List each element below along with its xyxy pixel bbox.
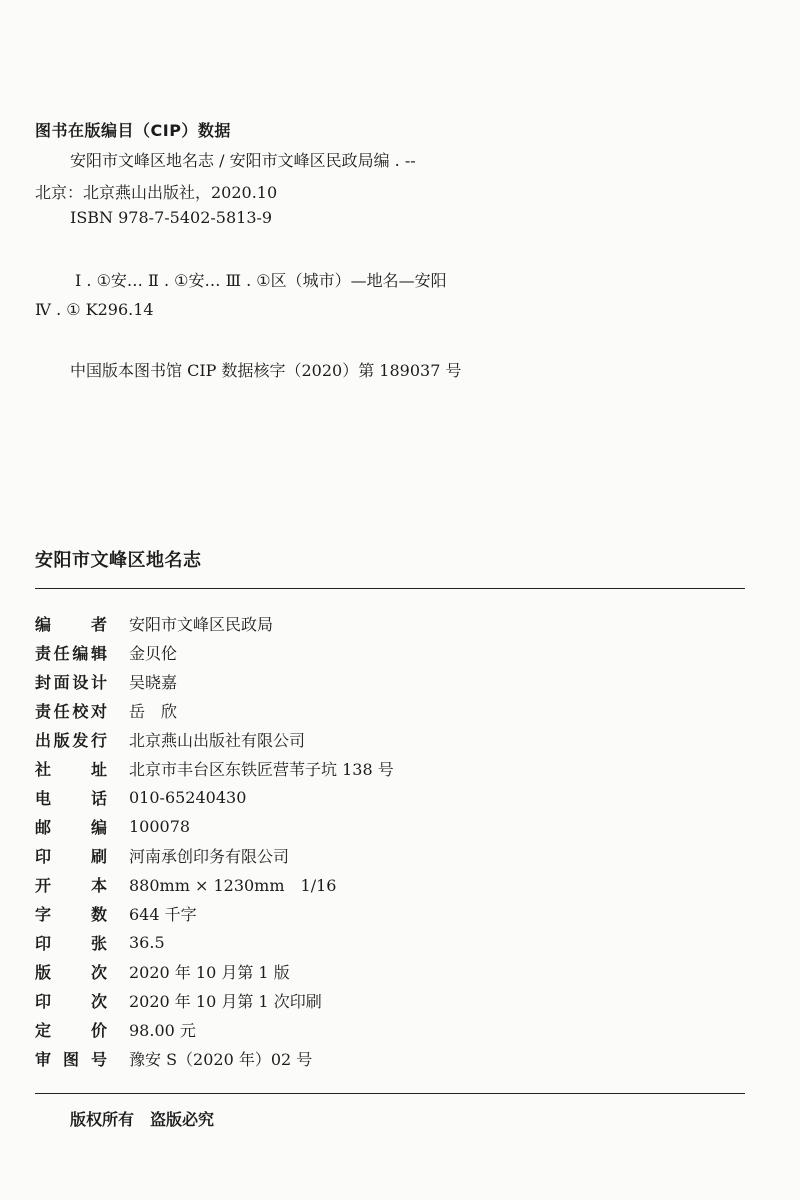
info-label-char: 审 [35,1050,52,1069]
info-value: 岳 欣 [129,702,178,721]
info-label [35,931,107,954]
info-row [35,870,735,899]
info-row [35,957,735,986]
cip-line-subjects: Ⅰ . ①安… Ⅱ . ①安… Ⅲ . ①区（城市）—地名—安阳 [75,271,447,290]
info-label-char: 封 [35,673,52,692]
info-value: 北京市丰台区东铁匠营苇子坑 138 号 [129,760,394,779]
info-row [35,696,735,725]
info-label-char: 印 [35,934,52,953]
info-label-char: 编 [90,818,107,837]
copyright-notice: 版权所有 盗版必究 [70,1110,215,1129]
cip-line-classification: Ⅳ . ① K296.14 [35,300,154,319]
info-label [35,1047,107,1070]
info-label-char: 任 [53,702,70,721]
info-row [35,841,735,870]
info-value: 2020 年 10 月第 1 次印刷 [129,992,322,1011]
divider-top [35,588,745,589]
cip-line-record-number: 中国版本图书馆 CIP 数据核字（2020）第 189037 号 [70,361,462,380]
info-label-char: 者 [90,615,107,634]
info-label-char: 面 [53,673,70,692]
info-label-char: 出 [35,731,52,750]
info-value: 金贝伦 [129,644,178,663]
info-row [35,609,735,638]
info-label [35,1018,107,1041]
info-value: 010-65240430 [129,788,247,807]
info-value: 644 千字 [129,905,197,924]
info-value: 98.00 元 [129,1021,196,1040]
info-row [35,754,735,783]
info-label-char: 社 [35,760,52,779]
cip-line-isbn: ISBN 978-7-5402-5813-9 [70,208,273,227]
info-label-char: 任 [53,644,70,663]
info-row [35,986,735,1015]
info-row [35,812,735,841]
info-label-char: 字 [35,905,52,924]
info-label-char: 价 [90,1021,107,1040]
cip-heading: 图书在版编目（CIP）数据 [35,121,231,140]
book-title: 安阳市文峰区地名志 [35,550,202,571]
publication-info-table [35,609,735,1073]
info-label-char: 刷 [90,847,107,866]
info-label-char: 话 [90,789,107,808]
info-label-char: 次 [90,963,107,982]
info-label-char: 开 [35,876,52,895]
info-row [35,928,735,957]
info-label-char: 张 [90,934,107,953]
info-label [35,757,107,780]
info-label-char: 邮 [35,818,52,837]
info-label-char: 设 [72,673,89,692]
info-row [35,667,735,696]
info-row [35,899,735,928]
info-label [35,786,107,809]
info-label-char: 行 [90,731,107,750]
divider-bottom [35,1093,745,1094]
info-label-char: 址 [90,760,107,779]
info-label-char: 校 [72,702,89,721]
info-label [35,902,107,925]
info-label-char: 印 [35,992,52,1011]
info-row [35,725,735,754]
info-label-char: 责 [35,644,52,663]
info-label-char: 版 [53,731,70,750]
info-label [35,873,107,896]
info-value: 100078 [129,817,191,836]
info-label-char: 印 [35,847,52,866]
info-value: 880mm × 1230mm 1/16 [129,876,337,895]
info-label-char: 次 [90,992,107,1011]
info-label-char: 版 [35,963,52,982]
info-row [35,1044,735,1073]
info-row [35,1015,735,1044]
info-row [35,638,735,667]
info-label [35,728,107,751]
info-label-char: 号 [90,1050,107,1069]
info-label [35,612,107,635]
info-label [35,699,107,722]
info-label [35,989,107,1012]
info-label-char: 数 [90,905,107,924]
info-label-char: 编 [72,644,89,663]
info-label-char: 发 [72,731,89,750]
info-value: 36.5 [129,933,165,952]
info-value: 北京燕山出版社有限公司 [129,731,306,750]
info-value: 吴晓嘉 [129,673,178,692]
info-value: 2020 年 10 月第 1 版 [129,963,290,982]
info-label-char: 对 [90,702,107,721]
info-value: 安阳市文峰区民政局 [129,615,274,634]
info-label-char: 辑 [90,644,107,663]
info-label-char: 责 [35,702,52,721]
info-label [35,960,107,983]
info-label-char: 编 [35,615,52,634]
cip-line-publisher: 北京：北京燕山出版社，2020.10 [35,183,278,202]
info-label-char: 定 [35,1021,52,1040]
info-label-char: 本 [90,876,107,895]
info-row [35,783,735,812]
info-label-char: 计 [90,673,107,692]
info-label [35,844,107,867]
info-label [35,670,107,693]
cip-line-title: 安阳市文峰区地名志 / 安阳市文峰区民政局编 . -- [70,151,416,170]
info-label [35,641,107,664]
info-label-char: 电 [35,789,52,808]
info-label [35,815,107,838]
info-label-char: 图 [62,1050,79,1069]
info-value: 河南承创印务有限公司 [129,847,290,866]
info-value: 豫安 S（2020 年）02 号 [129,1050,313,1069]
